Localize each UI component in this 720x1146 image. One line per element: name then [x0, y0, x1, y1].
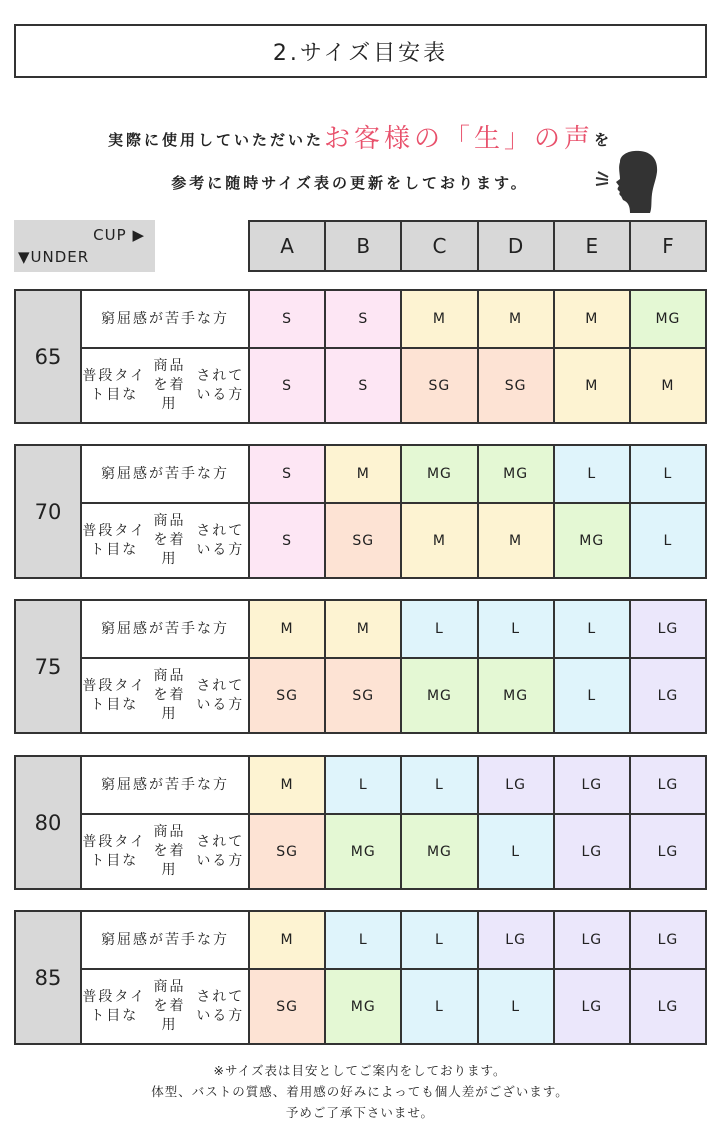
row-tight-wearer	[82, 970, 705, 1043]
size-cell: MG	[402, 446, 478, 502]
size-cell: M	[631, 349, 705, 422]
size-cell: LG	[631, 659, 705, 732]
size-cell: M	[555, 349, 631, 422]
size-cell: MG	[479, 659, 555, 732]
row-description-line: 普段タイト目な	[82, 677, 147, 713]
size-group-65	[14, 289, 707, 424]
size-cell: L	[555, 446, 631, 502]
under-band-label: 65	[16, 291, 82, 422]
row-tight-wearer	[82, 815, 705, 888]
cup-axis-label: CUP	[93, 226, 127, 244]
size-cell: LG	[555, 912, 631, 968]
size-cell: LG	[555, 970, 631, 1043]
under-band-label: 85	[16, 912, 82, 1043]
size-cell: S	[326, 291, 402, 347]
size-cell: SG	[326, 659, 402, 732]
size-cell: M	[250, 601, 326, 657]
size-cell: SG	[479, 349, 555, 422]
size-cell: L	[555, 659, 631, 732]
size-group-75	[14, 599, 707, 734]
right-triangle-icon: ▶	[132, 226, 145, 244]
size-cell: M	[402, 504, 478, 577]
size-cell: MG	[555, 504, 631, 577]
cup-header-f: F	[631, 222, 705, 270]
size-cell: S	[326, 349, 402, 422]
size-cell: MG	[402, 659, 478, 732]
size-cell: LG	[631, 601, 705, 657]
down-triangle-icon: ▼	[18, 248, 31, 266]
intro-highlight: お客様の「生」の声	[323, 124, 594, 154]
size-cell: LG	[555, 757, 631, 813]
size-group-80	[14, 755, 707, 890]
size-cell: MG	[479, 446, 555, 502]
size-cell: LG	[631, 757, 705, 813]
size-cell: LG	[631, 912, 705, 968]
size-cell: M	[250, 757, 326, 813]
size-cell: L	[402, 601, 478, 657]
size-cell: SG	[402, 349, 478, 422]
row-tight-wearer	[82, 659, 705, 732]
size-cell: L	[631, 504, 705, 577]
size-cell: MG	[402, 815, 478, 888]
size-group-70	[14, 444, 707, 579]
row-tight-averse	[82, 912, 705, 970]
size-cell: L	[555, 601, 631, 657]
size-cell: S	[250, 504, 326, 577]
size-cell: L	[402, 912, 478, 968]
cup-header-row	[248, 220, 707, 272]
size-cell: M	[479, 291, 555, 347]
cup-header-b: B	[326, 222, 402, 270]
size-cell: SG	[326, 504, 402, 577]
row-description	[82, 757, 250, 813]
row-description-line: 窮屈感が	[101, 776, 165, 793]
row-description-line: 普段タイト目な	[82, 522, 147, 558]
cup-header-c: C	[402, 222, 478, 270]
row-description-line: 普段タイト目な	[82, 833, 147, 869]
size-cell: LG	[631, 970, 705, 1043]
row-description-line: 苦手な方	[165, 310, 229, 327]
intro-line-1-before: 実際に使用していただいた	[107, 131, 324, 149]
page-title: 2.サイズ目安表	[14, 24, 707, 78]
row-description	[82, 601, 250, 657]
row-description	[82, 446, 250, 502]
row-description	[82, 349, 250, 422]
size-cell: SG	[250, 970, 326, 1043]
size-cell: SG	[250, 815, 326, 888]
size-cell: MG	[631, 291, 705, 347]
row-description-line: されている方	[196, 833, 245, 869]
size-cell: S	[250, 291, 326, 347]
size-cell: MG	[326, 970, 402, 1043]
under-band-label: 70	[16, 446, 82, 577]
row-description-line: されている方	[196, 522, 245, 558]
row-description-line: 窮屈感が	[101, 931, 165, 948]
row-description-line: されている方	[196, 677, 245, 713]
size-cell: SG	[250, 659, 326, 732]
intro-line-1-after: を	[594, 131, 613, 149]
size-cell: L	[402, 970, 478, 1043]
under-band-label: 80	[16, 757, 82, 888]
row-description-line: 商品を着用	[153, 358, 186, 412]
footnote	[0, 1060, 720, 1123]
size-cell: L	[479, 970, 555, 1043]
cup-header-a: A	[250, 222, 326, 270]
size-cell: M	[555, 291, 631, 347]
under-axis-label: UNDER	[30, 248, 90, 266]
row-description	[82, 815, 250, 888]
size-cell: L	[479, 815, 555, 888]
size-cell: L	[326, 757, 402, 813]
intro-line-2: 参考に随時サイズ表の更新をしております。	[171, 174, 529, 192]
footnote-line: 予めご了承下さいませ。	[285, 1105, 435, 1120]
size-cell: MG	[326, 815, 402, 888]
size-cell: LG	[479, 912, 555, 968]
row-description	[82, 504, 250, 577]
size-cell: M	[479, 504, 555, 577]
row-description	[82, 970, 250, 1043]
size-cell: L	[326, 912, 402, 968]
row-description-line: 苦手な方	[165, 465, 229, 482]
size-cell: M	[326, 601, 402, 657]
speaking-person-icon	[590, 150, 660, 214]
size-cell: M	[402, 291, 478, 347]
row-tight-averse	[82, 757, 705, 815]
row-description-line: 苦手な方	[165, 776, 229, 793]
cup-header-e: E	[555, 222, 631, 270]
row-description	[82, 912, 250, 968]
size-cell: S	[250, 349, 326, 422]
footnote-line: ※サイズ表は目安としてご案内をしております。	[213, 1063, 507, 1078]
row-description-line: 商品を着用	[153, 668, 186, 722]
row-tight-averse	[82, 446, 705, 504]
under-band-label: 75	[16, 601, 82, 732]
row-tight-wearer	[82, 349, 705, 422]
row-description-line: 商品を着用	[153, 979, 186, 1033]
size-cell: LG	[555, 815, 631, 888]
row-description-line: 苦手な方	[165, 931, 229, 948]
row-description-line: されている方	[196, 367, 245, 403]
row-tight-averse	[82, 601, 705, 659]
row-description-line: されている方	[196, 988, 245, 1024]
row-description-line: 商品を着用	[153, 513, 186, 567]
row-tight-averse	[82, 291, 705, 349]
row-description	[82, 291, 250, 347]
row-description-line: 普段タイト目な	[82, 367, 147, 403]
size-group-85	[14, 910, 707, 1045]
cup-under-corner-label	[14, 220, 155, 272]
row-description-line: 商品を着用	[153, 824, 186, 878]
size-cell: LG	[479, 757, 555, 813]
row-tight-wearer	[82, 504, 705, 577]
size-cell: L	[479, 601, 555, 657]
size-cell: M	[326, 446, 402, 502]
row-description-line: 窮屈感が	[101, 310, 165, 327]
cup-header-d: D	[479, 222, 555, 270]
row-description	[82, 659, 250, 732]
size-cell: L	[402, 757, 478, 813]
row-description-line: 窮屈感が	[101, 465, 165, 482]
size-cell: M	[250, 912, 326, 968]
size-cell: S	[250, 446, 326, 502]
row-description-line: 窮屈感が	[101, 620, 165, 637]
size-cell: L	[631, 446, 705, 502]
footnote-line: 体型、バストの質感、着用感の好みによっても個人差がございます。	[151, 1084, 569, 1099]
row-description-line: 苦手な方	[165, 620, 229, 637]
size-cell: LG	[631, 815, 705, 888]
row-description-line: 普段タイト目な	[82, 988, 147, 1024]
